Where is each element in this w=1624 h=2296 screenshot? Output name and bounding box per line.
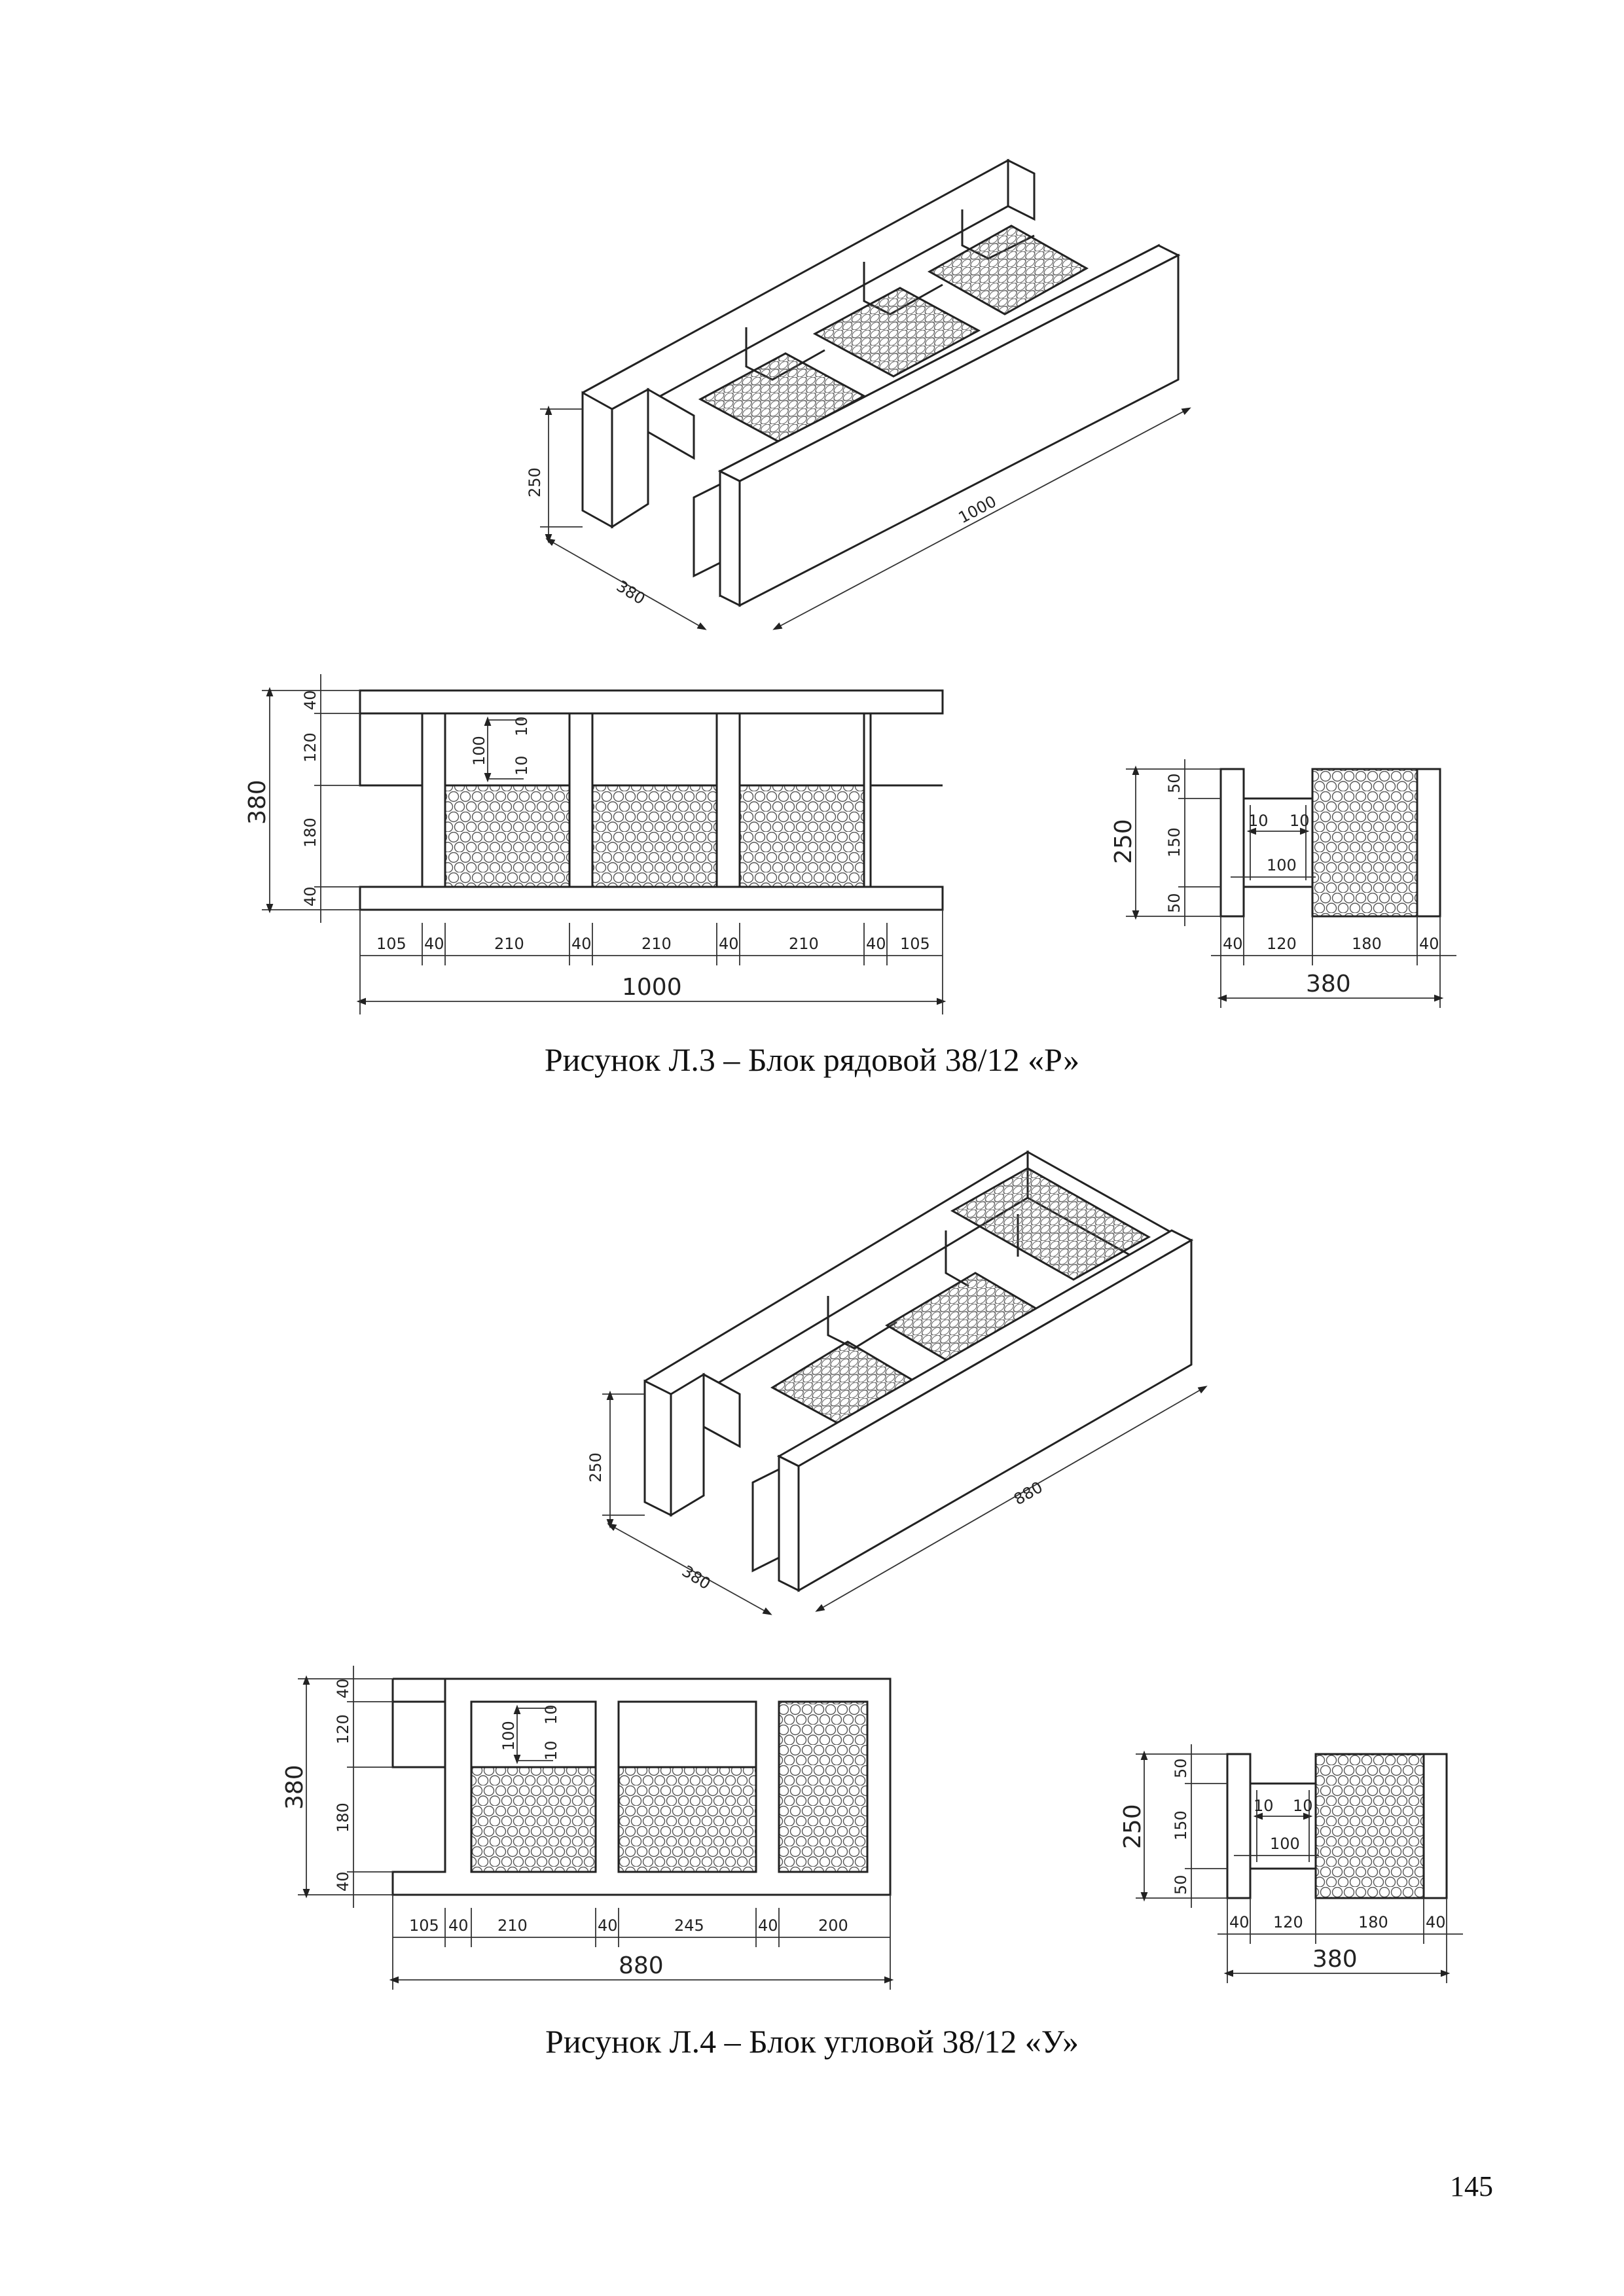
fig2-plan-col-3: 210	[497, 1916, 528, 1935]
page-number: 145	[1450, 2170, 1493, 2202]
fig1-plan-col-9: 105	[900, 935, 930, 953]
fig2-side-row-3: 50	[1172, 1874, 1190, 1895]
fig1-side-foam	[1312, 769, 1417, 916]
fig2-plan-foam-3	[779, 1702, 867, 1872]
fig1-iso-length: 1000	[955, 492, 1000, 528]
fig2-plan-row-1: 40	[334, 1678, 352, 1698]
fig2-plan-gap-bottom: 10	[542, 1740, 560, 1761]
fig1-plan-overall-width: 380	[244, 780, 271, 825]
figure-2-caption: Рисунок Л.4 – Блок угловой 38/12 «У»	[545, 2023, 1079, 2060]
fig2-side-overall-height: 250	[1119, 1804, 1146, 1849]
fig2-plan-row-2: 120	[334, 1714, 352, 1744]
fig1-side-row-2: 150	[1165, 827, 1183, 857]
fig2-side-foam	[1316, 1754, 1424, 1898]
fig1-side-row-3: 50	[1165, 893, 1183, 913]
fig1-side-col-4: 40	[1419, 935, 1439, 953]
fig2-side-gap-left: 10	[1254, 1797, 1274, 1815]
fig1-plan-row-2: 120	[301, 732, 319, 762]
fig1-iso-height: 250	[526, 467, 544, 497]
fig2-plan-col-6: 40	[758, 1916, 778, 1935]
fig1-side-col-1: 40	[1223, 935, 1243, 953]
figure-1-caption: Рисунок Л.3 – Блок рядовой 38/12 «Р»	[544, 1041, 1080, 1078]
fig2-plan-gap-top: 10	[542, 1704, 560, 1725]
fig1-side-gap-left: 10	[1248, 812, 1269, 830]
fig2-isometric	[586, 1152, 1204, 1613]
fig1-plan-row-3: 180	[301, 817, 319, 848]
fig1-side-span: 100	[1267, 856, 1297, 874]
fig1-plan-col-6: 40	[719, 935, 739, 953]
fig2-side-col-4: 40	[1426, 1913, 1446, 1931]
fig2-iso-height: 250	[586, 1452, 605, 1482]
fig1-plan-gap-bottom: 10	[513, 755, 531, 776]
fig2-iso-length: 880	[1011, 1478, 1046, 1509]
fig2-plan-col-4: 40	[598, 1916, 618, 1935]
fig2-side-row-2: 150	[1172, 1810, 1190, 1840]
fig2-side-overall-width: 380	[1312, 1946, 1358, 1973]
fig1-plan-col-2: 40	[424, 935, 444, 953]
fig2-plan-col-1: 105	[409, 1916, 439, 1935]
fig2-plan-col-5: 245	[674, 1916, 704, 1935]
fig1-plan-inner-depth: 100	[470, 736, 488, 766]
fig1-plan-overall-length: 1000	[622, 974, 682, 1001]
fig1-plan-col-5: 210	[641, 935, 672, 953]
fig2-plan-inner-depth: 100	[499, 1721, 518, 1751]
fig2-plan-col-7: 200	[818, 1916, 848, 1935]
fig1-side-col-3: 180	[1352, 935, 1382, 953]
fig2-plan	[281, 1666, 890, 1990]
fig2-side-col-3: 180	[1358, 1913, 1388, 1931]
fig1-isometric	[526, 160, 1188, 628]
fig2-side-gap-right: 10	[1293, 1797, 1313, 1815]
fig1-side-col-2: 120	[1267, 935, 1297, 953]
fig2-plan-row-3: 180	[334, 1803, 352, 1833]
fig1-plan-gap-top: 10	[513, 716, 531, 736]
fig1-plan-foam-2	[592, 785, 717, 887]
fig1-side-overall-height: 250	[1110, 819, 1137, 864]
fig2-plan-foam-1	[471, 1767, 596, 1872]
fig2-side-col-2: 120	[1273, 1913, 1303, 1931]
fig2-plan-foam-2	[619, 1767, 756, 1872]
fig1-plan-col-8: 40	[866, 935, 886, 953]
fig2-side	[1119, 1744, 1463, 1983]
fig2-side-col-1: 40	[1229, 1913, 1250, 1931]
fig1-side-overall-width: 380	[1306, 971, 1351, 997]
fig2-plan-overall-width: 380	[281, 1765, 308, 1810]
fig1-side-gap-right: 10	[1290, 812, 1310, 830]
fig1-side-row-1: 50	[1165, 773, 1183, 793]
fig1-plan-foam-1	[445, 785, 569, 887]
fig1-iso-width: 380	[613, 577, 649, 609]
fig1-plan-col-7: 210	[789, 935, 819, 953]
fig2-plan-overall-length: 880	[619, 1952, 664, 1979]
fig1-plan-foam-3	[740, 785, 864, 887]
fig2-plan-row-4: 40	[334, 1871, 352, 1892]
fig1-plan-col-4: 40	[571, 935, 592, 953]
fig1-plan	[244, 674, 943, 1014]
fig2-iso-width: 380	[678, 1562, 714, 1594]
fig1-side	[1110, 759, 1456, 1008]
fig1-plan-row-4: 40	[301, 886, 319, 906]
fig1-plan-col-3: 210	[494, 935, 524, 953]
fig2-plan-col-2: 40	[448, 1916, 469, 1935]
fig1-plan-col-1: 105	[376, 935, 406, 953]
fig2-side-span: 100	[1270, 1835, 1300, 1853]
fig2-side-row-1: 50	[1172, 1758, 1190, 1778]
fig1-plan-row-1: 40	[301, 690, 319, 710]
